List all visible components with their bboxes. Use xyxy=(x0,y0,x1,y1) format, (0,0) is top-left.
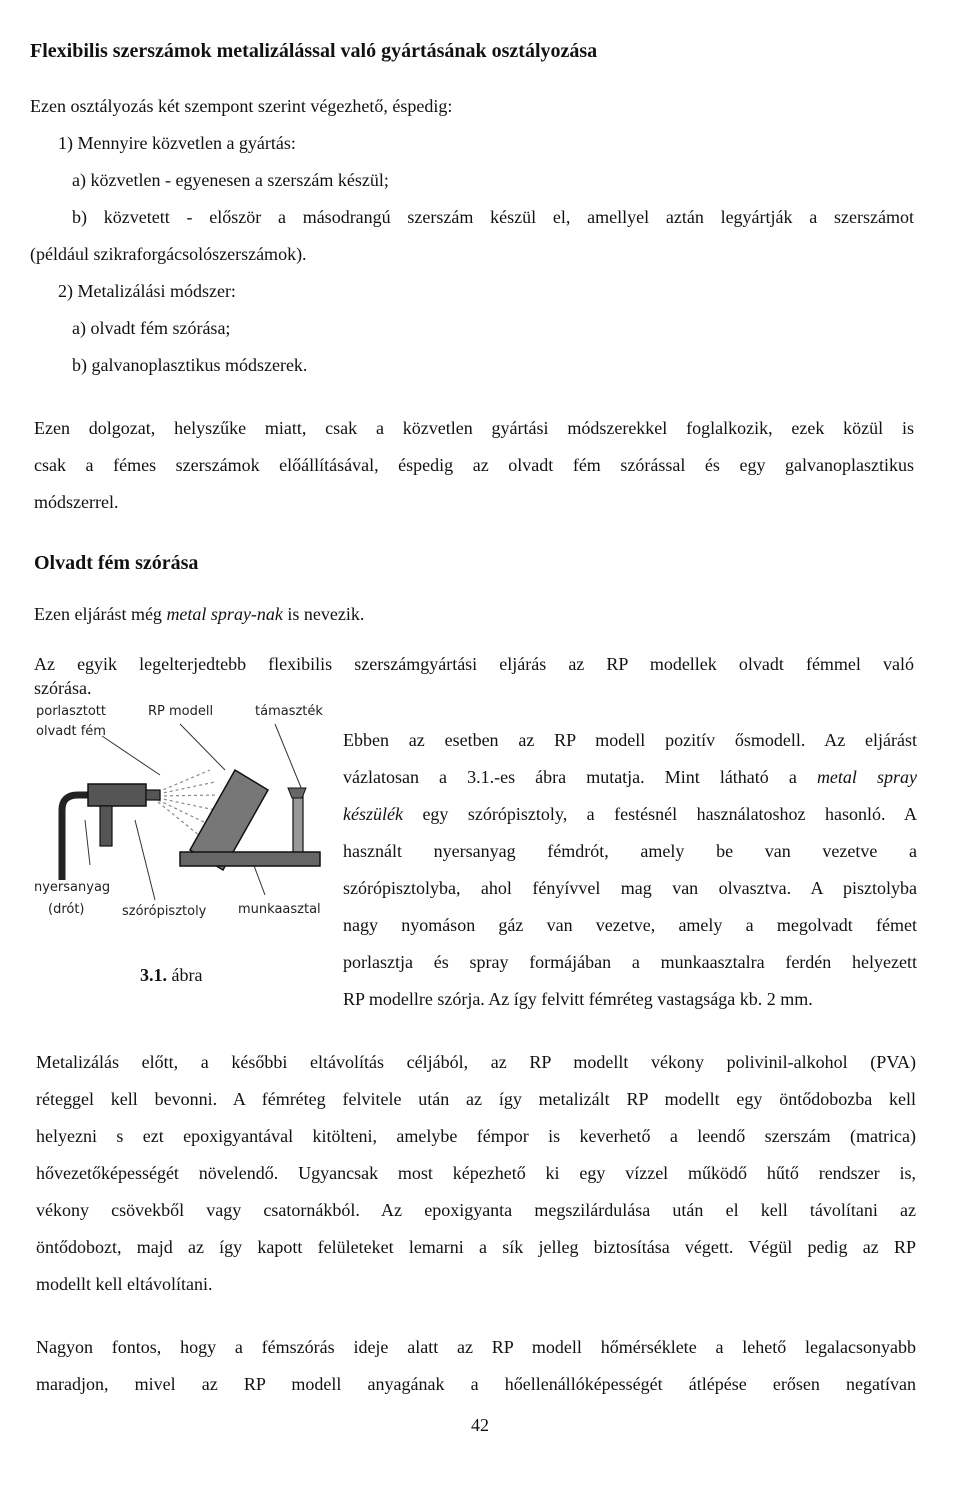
label-olvadt-fem: olvadt fém xyxy=(36,724,106,739)
para1-line3: módszerrel. xyxy=(34,492,119,512)
page-title: Flexibilis szerszámok metalizálással való gyártásának osztályozása xyxy=(30,40,598,62)
intro-text: Ezen osztályozás két szempont szerint végezhető, éspedig: xyxy=(30,96,453,116)
para2 xyxy=(34,604,364,625)
para4-line1: Metalizálás előtt, a későbbi eltávolítás céljából, az RP modellt vékony polivinil-alkohol (PVA) xyxy=(36,1052,916,1072)
para4-line7: modellt kell eltávolítani. xyxy=(36,1274,213,1294)
side-line-3-italic: készülék xyxy=(343,804,403,824)
para2-after: is nevezik. xyxy=(282,604,365,624)
caption-number: 3.1. xyxy=(140,965,167,985)
wire-hose xyxy=(62,795,90,880)
label-rp-modell: RP modell xyxy=(148,704,214,719)
list1-item-a: a) közvetlen - egyenesen a szerszám készül; xyxy=(72,170,389,190)
section-heading: Olvadt fém szórása xyxy=(34,552,199,574)
side-line-3 xyxy=(343,804,917,825)
label-munkaasztal: munkaasztal xyxy=(238,902,321,917)
leader-tamasztek xyxy=(275,724,302,790)
list2-heading: 2) Metalizálási módszer: xyxy=(58,281,236,301)
support-post xyxy=(293,795,303,853)
side-line-2-italic: metal spray xyxy=(816,767,917,787)
label-porlasztott: porlasztott xyxy=(36,704,106,719)
work-table xyxy=(180,852,320,866)
figure-metal-spray xyxy=(30,700,330,930)
para5-line2: maradjon, mivel az RP modell anyagának a hőellenállóképességét átlépése erősen negatívan xyxy=(36,1374,916,1394)
side-line-2 xyxy=(343,767,917,788)
label-tamasztek: támaszték xyxy=(255,704,323,719)
para2-italic: metal spray-nak xyxy=(166,604,283,624)
figure-caption xyxy=(140,965,202,986)
page-number: 42 xyxy=(471,1415,489,1435)
para3-line2: szórása. xyxy=(34,678,92,698)
para2-before: Ezen eljárást még xyxy=(34,604,167,624)
side-line-6: nagy nyomáson gáz van vezetve, amely a megolvadt fémet xyxy=(343,915,917,935)
list1-heading: 1) Mennyire közvetlen a gyártás: xyxy=(58,133,296,153)
leader-rp-modell xyxy=(180,724,225,770)
leader-olvadt-fem xyxy=(102,736,160,775)
para4-line3: helyezni s ezt epoxigyantával kitölteni, amelybe fémpor is keverhető a leendő szerszám (matrica) xyxy=(36,1126,916,1146)
label-szoropisztoly: szórópisztoly xyxy=(122,904,207,919)
para4-line6: öntődobozt, majd az így kapott felületeket lemarni a sík jelleg biztosítása végett. Végül pedig az RP xyxy=(36,1237,916,1257)
para1-line1: Ezen dolgozat, helyszűke miatt, csak a közvetlen gyártási módszerekkel foglalkozik, ezek közül is xyxy=(34,418,914,438)
para1-line2: csak a fémes szerszámok előállításával, éspedig az olvadt fém szórással és egy galvanoplasztikus xyxy=(34,455,914,475)
list1-item-b-cont: (például szikraforgácsolószerszámok). xyxy=(30,244,307,264)
side-line-5: szórópisztolyba, ahol fényívvel mag van olvasztva. A pisztolyba xyxy=(343,878,917,898)
caption-word: ábra xyxy=(167,965,203,985)
para3-line1: Az egyik legelterjedtebb flexibilis szerszámgyártási eljárás az RP modellek olvadt fémmel való xyxy=(34,654,914,674)
side-line-3-text: egy szórópisztoly, a festésnél használatoshoz hasonló. A xyxy=(402,804,917,824)
spray-gun-handle xyxy=(100,806,112,846)
list2-item-a: a) olvadt fém szórása; xyxy=(72,318,231,338)
para4-line4: hővezetőképességét növelendő. Ugyancsak most képezhető ki egy vízzel működő hűtő rendszer is, xyxy=(36,1163,916,1183)
label-drot: (drót) xyxy=(48,902,85,917)
spray-gun-nozzle xyxy=(146,790,160,800)
list1-item-b: b) közvetett - először a másodrangú szerszám készül el, amellyel aztán legyártják a szerszámot xyxy=(72,207,914,227)
para4-line5: vékony csövekből vagy csatornákból. Az epoxigyanta megszilárdulása után el kell távolítani az xyxy=(36,1200,916,1220)
para4-line2: réteggel kell bevonni. A fémréteg felvitele után az így metalizált RP modellt egy öntődobozba kell xyxy=(36,1089,916,1109)
side-line-4: használt nyersanyag fémdrót, amely be van vezetve a xyxy=(343,841,917,861)
para5-line1: Nagyon fontos, hogy a fémszórás ideje alatt az RP modell hőmérséklete a lehető legalacsonyabb xyxy=(36,1337,916,1357)
side-line-1: Ebben az esetben az RP modell pozitív ősmodell. Az eljárást xyxy=(343,730,917,750)
spray-gun-body xyxy=(88,784,146,806)
label-nyersanyag: nyersanyag xyxy=(34,880,111,895)
side-line-7: porlasztja és spray formájában a munkaasztalra ferdén helyezett xyxy=(343,952,917,972)
leader-szoropisztoly xyxy=(135,820,155,900)
list2-item-b: b) galvanoplasztikus módszerek. xyxy=(72,355,308,375)
side-line-2-text: vázlatosan a 3.1.-es ábra mutatja. Mint látható a xyxy=(343,767,817,787)
side-line-8: RP modellre szórja. Az így felvitt fémréteg vastagsága kb. 2 mm. xyxy=(343,989,813,1009)
leader-nyersanyag xyxy=(85,820,90,865)
